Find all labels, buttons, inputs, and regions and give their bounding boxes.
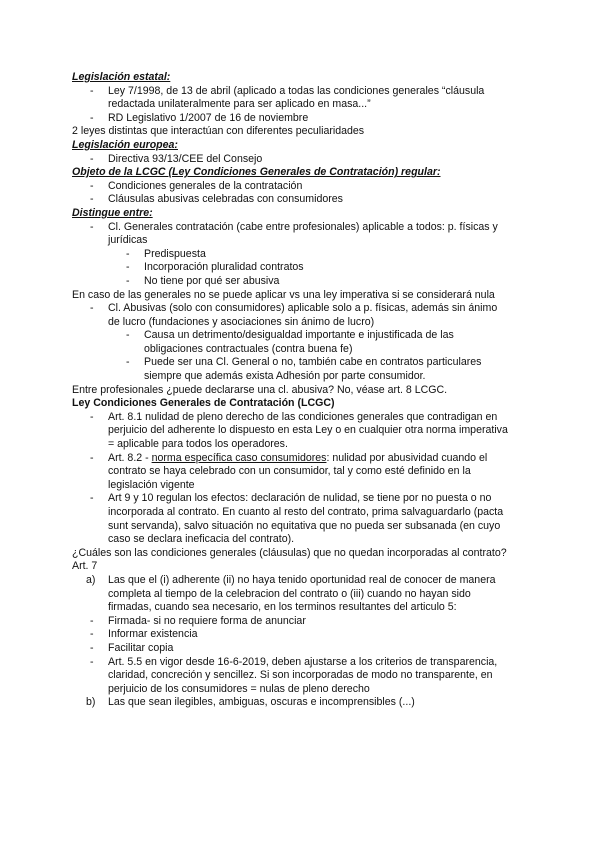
list-item [72, 615, 532, 629]
text-line: siempre que además exista Adhesión por parte consumidor. [144, 370, 426, 383]
text-line: Cl. Abusivas (solo con consumidores) aplicable solo a p. físicas, además sin ánimo [108, 302, 498, 315]
heading-distingue: Distingue entre: [72, 206, 153, 219]
text-line: Art. 8.1 nulidad de pleno derecho de las condiciones generales que contradigan en [108, 410, 498, 423]
art-7-a-lines [108, 574, 532, 615]
list-item [72, 112, 532, 126]
text-line: Cl. Generales contratación (cabe entre profesionales) aplicable a todos: p. físicas y [108, 220, 498, 233]
list-lcgc-item3 [72, 492, 532, 546]
dash-bullet: - [90, 410, 94, 423]
text-line: caso se declara ineficacia del contrato). [108, 533, 295, 546]
dash-bullet: - [90, 220, 94, 233]
alpha-marker-a: a) [86, 573, 96, 586]
dash-bullet: - [90, 84, 94, 97]
list-item [72, 221, 532, 248]
list-item [72, 248, 532, 262]
dash-bullet: - [126, 247, 130, 260]
text-line: No tiene por qué ser abusiva [144, 274, 280, 287]
note-estatal: 2 leyes distintas que interactúan con diferentes peculiaridades [72, 125, 365, 138]
list-item [72, 193, 532, 207]
list-distingue-sub1 [72, 248, 532, 289]
art-8-2-lines [108, 465, 532, 492]
dash-bullet: - [90, 193, 94, 206]
list-distingue-sub2 [72, 329, 532, 383]
list-item [72, 85, 532, 112]
list-item [72, 628, 532, 642]
text-line: = aplicable para todos los operadores. [108, 438, 288, 451]
list-objeto [72, 180, 532, 207]
text-line: Informar existencia [108, 628, 198, 641]
art-7-b-lines [108, 696, 532, 710]
question-art-7 [72, 547, 532, 574]
text-line: Las que el (i) adherente (ii) no haya tenido oportunidad real de conocer de manera [108, 573, 496, 586]
text-line: completa al tiempo de la celebracion del contrato o (iii) cuando no hayan sido [108, 587, 471, 600]
text-line: Causa un detrimento/desigualdad importante e injustificada de las [144, 329, 454, 342]
list-distingue-item1 [72, 221, 532, 248]
dash-bullet: - [90, 628, 94, 641]
dash-bullet: - [90, 302, 94, 315]
dash-bullet: - [126, 261, 130, 274]
dash-bullet: - [90, 492, 94, 505]
dash-bullet: - [126, 274, 130, 287]
dash-bullet: - [90, 451, 94, 464]
dash-bullet: - [90, 179, 94, 192]
dash-bullet: - [126, 356, 130, 369]
text-line: ¿Cuáles son las condiciones generales (cláusulas) que no quedan incorporadas al contrato? [72, 546, 507, 559]
text-line: claridad, concreción y sencillez. Si son incorporadas de modo no transparente, en [108, 669, 493, 682]
text-line: legislación vigente [108, 478, 195, 491]
text-line: de lucro (fundaciones y asociaciones sin ánimo de lucro) [108, 315, 375, 328]
heading-legislacion-estatal: Legislación estatal: [72, 71, 171, 83]
list-item [72, 180, 532, 194]
text-line: Cláusulas abusivas celebradas con consumidores [108, 193, 343, 206]
alpha-marker-b: b) [86, 696, 96, 709]
text-line: Las que sean ilegibles, ambiguas, oscuras e incomprensibles (...) [108, 696, 415, 709]
list-item-b [72, 696, 532, 710]
art-8-2-underlined: norma específica caso consumidores [151, 451, 327, 464]
list-item [72, 329, 532, 356]
list-art7-a-items [72, 615, 532, 697]
list-item [72, 356, 532, 383]
list-item [72, 642, 532, 656]
list-estatal [72, 85, 532, 126]
text-line: RD Legislativo 1/2007 de 16 de noviembre [108, 111, 309, 124]
document-body [72, 71, 532, 710]
text-line: Art 9 y 10 regulan los efectos: declaración de nulidad, se tiene por no puesta o no [108, 492, 492, 505]
art-8-2-prefix: Art. 8.2 - [108, 451, 152, 464]
text-line: Firmada- si no requiere forma de anunciar [108, 614, 306, 627]
text-line: sunt servanda), salvo situación no equitativa que no pueda ser subsanada (en cuyo [108, 519, 501, 532]
note-generales: En caso de las generales no se puede aplicar vs una ley imperativa si se considerará nula [72, 288, 495, 301]
text-line: perjuicio de los consumidores = nulas de pleno derecho [108, 682, 370, 695]
list-distingue-item2 [72, 302, 532, 329]
text-line: Condiciones generales de la contratación [108, 179, 303, 192]
list-item-a [72, 574, 532, 615]
list-item [72, 153, 532, 167]
text-line: obligaciones contractuales (contra buena fe) [144, 342, 353, 355]
text-line: contrato se haya celebrado con un consumidor, tal y como esté definido en la [108, 465, 471, 478]
list-item [72, 302, 532, 329]
text-line: Puede ser una Cl. General o no, también cabe en contratos particulares [144, 356, 482, 369]
list-item [72, 492, 532, 546]
text-line: Incorporación pluralidad contratos [144, 261, 304, 274]
text-line: perjuicio del adherente lo dispuesto en esta Ley o en cualquier otra norma imperativa [108, 424, 508, 437]
dash-bullet: - [90, 655, 94, 668]
text-line: incorporada al contrato. En cuanto al resto del contrato, prima salvaguardarlo (pacta [108, 506, 504, 518]
list-europea [72, 153, 532, 167]
heading-legislacion-europea: Legislación europea: [72, 138, 178, 151]
list-item [72, 656, 532, 697]
heading-objeto-lcgc: Objeto de la LCGC (Ley Condiciones Generales de Contratación) regular: [72, 166, 441, 179]
heading-lcgc: Ley Condiciones Generales de Contratación (LCGC) [72, 397, 335, 410]
list-lcgc-item1 [72, 411, 532, 452]
text-line: firmadas, cuando sea necesario, en los terminos resultantes del articulo 5: [108, 601, 457, 614]
text-line: Ley 7/1998, de 13 de abril (aplicado a todas las condiciones generales “cláusula [108, 84, 485, 97]
dash-bullet: - [90, 111, 94, 124]
dash-bullet: - [90, 641, 94, 654]
text-line: Art. 7 [72, 560, 98, 573]
dash-bullet: - [126, 329, 130, 342]
note-profesionales: Entre profesionales ¿puede declararse una cl. abusiva? No, véase art. 8 LCGC. [72, 383, 448, 396]
text-line: redactada unilateralmente para ser aplicado en masa...” [108, 98, 371, 111]
list-item-art-8-2 [72, 452, 532, 493]
text-line: Predispuesta [144, 247, 206, 260]
list-item [72, 275, 532, 289]
art-8-2-rest: : nulidad por abusividad cuando el [326, 451, 488, 464]
dash-bullet: - [90, 614, 94, 627]
text-line: Facilitar copia [108, 641, 174, 654]
text-line: Directiva 93/13/CEE del Consejo [108, 152, 263, 165]
text-line: jurídicas [108, 234, 148, 247]
dash-bullet: - [90, 152, 94, 165]
text-line: Art. 5.5 en vigor desde 16-6-2019, deben ajustarse a los criterios de transparencia, [108, 655, 498, 668]
list-item [72, 261, 532, 275]
list-item [72, 411, 532, 452]
